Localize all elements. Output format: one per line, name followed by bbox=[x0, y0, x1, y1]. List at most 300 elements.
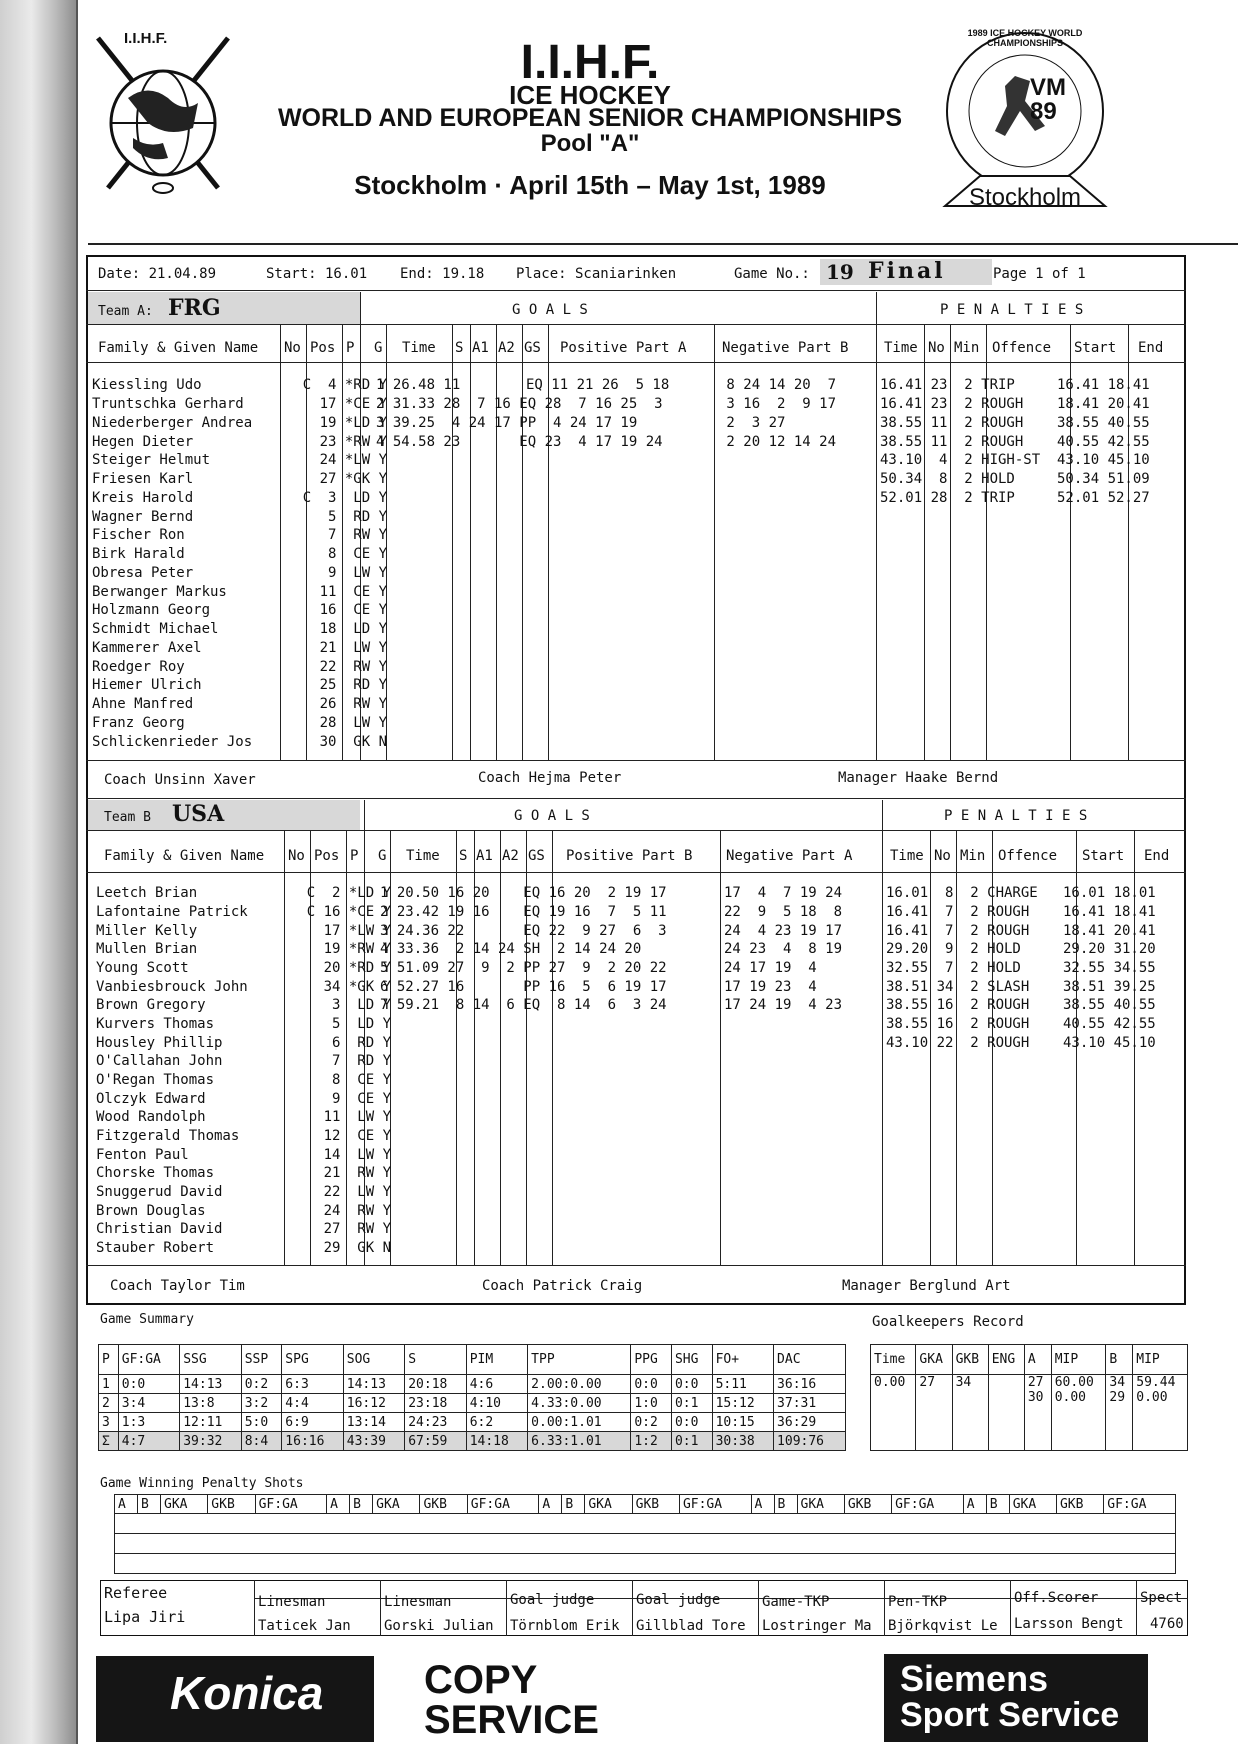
col-pen-no: No bbox=[928, 340, 945, 356]
official-name: Larsson Bengt bbox=[1014, 1616, 1124, 1632]
official-name: Törnblom Erik bbox=[510, 1618, 620, 1634]
konica-logo: Konica bbox=[170, 1667, 324, 1719]
col-end: End bbox=[1144, 848, 1170, 864]
player-row: Franz Georg 28 LW Y bbox=[92, 715, 388, 731]
shots-col: GKA bbox=[161, 1495, 208, 1514]
col-gs: GS bbox=[528, 848, 545, 864]
gk-col: B bbox=[1106, 1345, 1133, 1375]
player-row: Brown Douglas 24 RW Y bbox=[96, 1203, 392, 1219]
game-final: Final bbox=[868, 258, 946, 284]
summary-row bbox=[99, 1375, 846, 1394]
summary-cell: 39:32 bbox=[180, 1432, 241, 1451]
gk-cell: 27 bbox=[916, 1375, 952, 1451]
summary-cell: 16:16 bbox=[282, 1432, 343, 1451]
rule bbox=[86, 362, 1186, 363]
player-row: Schlickenrieder Jos 30 GK N bbox=[92, 734, 388, 750]
summary-cell: 4:10 bbox=[466, 1394, 527, 1413]
official-name: Gorski Julian bbox=[384, 1618, 494, 1634]
team-b-name: USA bbox=[172, 801, 225, 827]
col-negative-part-a: Negative Part A bbox=[726, 848, 853, 864]
header-rule bbox=[88, 243, 1238, 245]
negative-row: 24 17 19 4 bbox=[724, 960, 817, 976]
game-date: Date: 21.04.89 bbox=[98, 266, 217, 282]
game-place: Place: Scaniarinken bbox=[516, 266, 677, 282]
game-no: 19 bbox=[826, 260, 854, 284]
header-line-2: WORLD AND EUROPEAN SENIOR CHAMPIONSHIPS bbox=[277, 104, 903, 132]
penalty-row: 38.55 11 2 ROUGH 40.55 42.55 bbox=[880, 434, 1150, 450]
summary-cell: 4.33:0.00 bbox=[528, 1394, 631, 1413]
player-row: Fitzgerald Thomas 12 CE Y bbox=[96, 1128, 392, 1144]
summary-cell: Σ bbox=[99, 1432, 119, 1451]
header-line-3: Pool "A" bbox=[540, 130, 640, 157]
header-line-4: Stockholm · April 15th – May 1st, 1989 bbox=[354, 170, 826, 200]
penalty-row: 32.55 7 2 HOLD 32.55 34.55 bbox=[886, 960, 1156, 976]
summary-col-ssp: SSP bbox=[241, 1345, 282, 1375]
shots-col: GF:GA bbox=[892, 1495, 964, 1514]
gk-cell: 27 30 bbox=[1024, 1375, 1051, 1451]
shots-col: GF:GA bbox=[679, 1495, 751, 1514]
game-summary-table bbox=[98, 1344, 846, 1451]
penalty-row: 52.01 28 2 TRIP 52.01 52.27 bbox=[880, 490, 1150, 506]
grid-line bbox=[720, 830, 721, 1265]
page-title: I.I.H.F. bbox=[520, 36, 660, 89]
col-a1: A1 bbox=[476, 848, 493, 864]
player-row: Wood Randolph 11 LW Y bbox=[96, 1109, 392, 1125]
rule bbox=[86, 872, 1186, 873]
shots-col: GKB bbox=[1056, 1495, 1103, 1514]
team-b-label: Team B bbox=[104, 810, 151, 825]
negative-row: 17 19 23 4 bbox=[724, 979, 817, 995]
shots-col: GKB bbox=[632, 1495, 679, 1514]
goal-row: 3 24.36 22 EQ 22 9 27 6 3 bbox=[380, 923, 667, 939]
sport-service-text: Sport Service bbox=[900, 1696, 1120, 1734]
gk-header-row bbox=[871, 1345, 1188, 1375]
summary-cell: 14:13 bbox=[343, 1375, 404, 1394]
negative-row: 22 9 5 18 8 bbox=[724, 904, 843, 920]
col-g: G bbox=[378, 848, 387, 864]
summary-cell: 36:29 bbox=[774, 1413, 846, 1432]
player-row: Hegen Dieter 23 *RW Y bbox=[92, 434, 388, 450]
team-b-coach: Coach Taylor Tim bbox=[110, 1278, 245, 1294]
col-s: S bbox=[459, 848, 468, 864]
summary-cell: 0:2 bbox=[241, 1375, 282, 1394]
col-g: G bbox=[374, 340, 383, 356]
official-label: Pen-TKP bbox=[888, 1594, 948, 1610]
col-pen-time: Time bbox=[890, 848, 924, 864]
player-row: Christian David 27 RW Y bbox=[96, 1221, 392, 1237]
negative-row: 17 24 19 4 23 bbox=[724, 997, 843, 1013]
player-row: Kreis Harold C 3 LD Y bbox=[92, 490, 388, 506]
col-positive-part-b: Positive Part B bbox=[566, 848, 693, 864]
col-s: S bbox=[455, 340, 464, 356]
official-name: Gillblad Tore bbox=[636, 1618, 746, 1634]
player-row: Kurvers Thomas 5 LD Y bbox=[96, 1016, 392, 1032]
gk-cell: 34 29 bbox=[1106, 1375, 1133, 1451]
player-row: Steiger Helmut 24 *LW Y bbox=[92, 452, 388, 468]
player-row: O'Regan Thomas 8 CE Y bbox=[96, 1072, 392, 1088]
summary-cell: 36:16 bbox=[774, 1375, 846, 1394]
penalty-shots-table bbox=[114, 1494, 1176, 1574]
goal-row: 6 52.27 16 PP 16 5 6 19 17 bbox=[380, 979, 667, 995]
summary-cell: 2 bbox=[99, 1394, 119, 1413]
grid-line bbox=[882, 800, 883, 1265]
player-row: Hiemer Ulrich 25 RD Y bbox=[92, 677, 388, 693]
shots-col: GF:GA bbox=[467, 1495, 539, 1514]
service-text: SERVICE bbox=[424, 1698, 599, 1742]
negative-row: 2 20 12 14 24 bbox=[718, 434, 837, 450]
summary-cell: 24:23 bbox=[405, 1413, 466, 1432]
shots-col: GKA bbox=[1009, 1495, 1056, 1514]
player-row: O'Callahan John 7 RD Y bbox=[96, 1053, 392, 1069]
summary-cell: 8:4 bbox=[241, 1432, 282, 1451]
rule bbox=[86, 1265, 1186, 1266]
goal-row: 2 23.42 19 16 EQ 19 16 7 5 11 bbox=[380, 904, 667, 920]
player-row: Holzmann Georg 16 CE Y bbox=[92, 602, 388, 618]
player-row: Mullen Brian 19 *RW Y bbox=[96, 941, 392, 957]
badge-mark: VM 89 bbox=[1030, 74, 1066, 125]
team-b-manager: Manager Berglund Art bbox=[842, 1278, 1011, 1294]
player-row: Niederberger Andrea 19 *LD Y bbox=[92, 415, 388, 431]
rule bbox=[86, 290, 1186, 291]
summary-col-ssg: SSG bbox=[180, 1345, 241, 1375]
player-row: Fischer Ron 7 RW Y bbox=[92, 527, 388, 543]
col-family: Family & Given Name bbox=[98, 340, 259, 356]
penalty-row: 38.55 16 2 ROUGH 40.55 42.55 bbox=[886, 1016, 1156, 1032]
summary-cell: 1:3 bbox=[118, 1413, 179, 1432]
official-name: 4760 bbox=[1150, 1616, 1184, 1632]
shots-empty-row bbox=[115, 1514, 1176, 1534]
summary-cell: 0.00:1.01 bbox=[528, 1413, 631, 1432]
summary-cell: 3 bbox=[99, 1413, 119, 1432]
gk-cell: 34 bbox=[952, 1375, 988, 1451]
negative-row: 24 23 4 8 19 bbox=[724, 941, 843, 957]
badge-ring-text: 1989 ICE HOCKEY WORLD CHAMPIONSHIPS bbox=[967, 28, 1083, 48]
col-negative-part-b: Negative Part B bbox=[722, 340, 849, 356]
referee-name: Lipa Jiri bbox=[104, 1608, 186, 1626]
summary-cell: 0:1 bbox=[671, 1432, 712, 1451]
gk-col: MIP bbox=[1051, 1345, 1106, 1375]
shots-col: GKA bbox=[373, 1495, 420, 1514]
summary-col-p: P bbox=[99, 1345, 119, 1375]
shots-col: GKA bbox=[585, 1495, 632, 1514]
player-row: Ahne Manfred 26 RW Y bbox=[92, 696, 388, 712]
grid-line bbox=[470, 324, 471, 760]
gk-cell: 59.44 0.00 bbox=[1133, 1375, 1188, 1451]
goal-row: 4 33.36 2 14 24 SH 2 14 24 20 bbox=[380, 941, 642, 957]
siemens-logo: Siemens bbox=[900, 1658, 1049, 1699]
copy-text: COPY bbox=[424, 1658, 538, 1702]
player-row: Wagner Bernd 5 RD Y bbox=[92, 509, 388, 525]
penalty-row: 29.20 9 2 HOLD 29.20 31.20 bbox=[886, 941, 1156, 957]
summary-cell: 0:0 bbox=[631, 1375, 672, 1394]
grid-line bbox=[714, 324, 715, 760]
summary-cell: 10:15 bbox=[712, 1413, 773, 1432]
summary-cell: 0:0 bbox=[671, 1375, 712, 1394]
grid-line bbox=[496, 324, 497, 760]
shots-empty-cell bbox=[115, 1534, 1176, 1554]
shots-header-row bbox=[115, 1495, 1176, 1514]
col-offence: Offence bbox=[992, 340, 1052, 356]
gk-col: MIP bbox=[1133, 1345, 1188, 1375]
summary-cell: 0:0 bbox=[671, 1413, 712, 1432]
summary-cell: 5:0 bbox=[241, 1413, 282, 1432]
summary-col-ppg: PPG bbox=[631, 1345, 672, 1375]
summary-cell: 3:4 bbox=[118, 1394, 179, 1413]
summary-cell: 1:0 bbox=[631, 1394, 672, 1413]
shots-empty-row bbox=[115, 1554, 1176, 1574]
player-row: Leetch Brian C 2 *LD Y bbox=[96, 885, 392, 901]
summary-cell: 0:1 bbox=[671, 1394, 712, 1413]
col-family: Family & Given Name bbox=[104, 848, 265, 864]
goals-header-b: G O A L S bbox=[514, 808, 590, 824]
col-pen-time: Time bbox=[884, 340, 918, 356]
col-a1: A1 bbox=[472, 340, 489, 356]
negative-row: 8 24 14 20 7 bbox=[718, 377, 837, 393]
referee-label: Referee bbox=[104, 1584, 168, 1602]
grid-line bbox=[522, 324, 523, 760]
penalties-header-b: P E N A L T I E S bbox=[944, 808, 1088, 824]
player-row: Birk Harald 8 CE Y bbox=[92, 546, 388, 562]
summary-col-shg: SHG bbox=[671, 1345, 712, 1375]
col-time: Time bbox=[406, 848, 440, 864]
summary-cell: 4:7 bbox=[118, 1432, 179, 1451]
goalkeepers-record-title: Goalkeepers Record bbox=[872, 1314, 1024, 1330]
goal-row: EQ 11 21 26 5 18 bbox=[526, 377, 670, 393]
negative-row: 17 4 7 19 24 bbox=[724, 885, 843, 901]
summary-header-row bbox=[99, 1345, 846, 1375]
goal-row: 5 51.09 27 9 2 PP 27 9 2 20 22 bbox=[380, 960, 667, 976]
summary-cell: 13:14 bbox=[343, 1413, 404, 1432]
summary-cell: 43:39 bbox=[343, 1432, 404, 1451]
shots-empty-cell bbox=[115, 1554, 1176, 1574]
official-label: Linesman bbox=[258, 1594, 326, 1610]
player-row: Housley Phillip 6 RD Y bbox=[96, 1035, 392, 1051]
penalties-header-a: P E N A L T I E S bbox=[940, 302, 1084, 318]
penalty-row: 43.10 22 2 ROUGH 43.10 45.10 bbox=[886, 1035, 1156, 1051]
summary-cell: 6:9 bbox=[282, 1413, 343, 1432]
shots-empty-row bbox=[115, 1534, 1176, 1554]
rule bbox=[86, 760, 1186, 761]
official-label: Game-TKP bbox=[762, 1594, 830, 1610]
summary-cell: 0:0 bbox=[118, 1375, 179, 1394]
rule bbox=[86, 830, 1186, 831]
player-row: Roedger Roy 22 RW Y bbox=[92, 659, 388, 675]
shots-col: A bbox=[115, 1495, 138, 1514]
binding-edge bbox=[76, 0, 78, 1744]
summary-cell: 37:31 bbox=[774, 1394, 846, 1413]
shots-col: B bbox=[986, 1495, 1009, 1514]
player-row: Kiessling Udo C 4 *RD Y bbox=[92, 377, 388, 393]
team-a-label: Team A: bbox=[98, 304, 153, 319]
goal-row: 2 31.33 28 7 16 EQ 28 7 16 25 3 bbox=[376, 396, 663, 412]
goalkeepers-record-table bbox=[870, 1344, 1188, 1451]
col-min: Min bbox=[960, 848, 986, 864]
penalty-row: 16.41 23 2 ROUGH 18.41 20.41 bbox=[880, 396, 1150, 412]
summary-cell: 0:2 bbox=[631, 1413, 672, 1432]
col-p: P bbox=[350, 848, 359, 864]
summary-cell: 67:59 bbox=[405, 1432, 466, 1451]
shots-col: A bbox=[963, 1495, 986, 1514]
player-row: Berwanger Markus 11 CE Y bbox=[92, 584, 388, 600]
badge-city: Stockholm bbox=[968, 184, 1082, 211]
col-start: Start bbox=[1082, 848, 1125, 864]
gk-col: ENG bbox=[988, 1345, 1024, 1375]
official-label: Goal judge bbox=[510, 1592, 595, 1608]
gk-cell bbox=[988, 1375, 1024, 1451]
col-no: No bbox=[284, 340, 301, 356]
player-row: Schmidt Michael 18 LD Y bbox=[92, 621, 388, 637]
team-a-manager: Manager Haake Bernd bbox=[838, 770, 999, 786]
logo-text: I.I.H.F. bbox=[124, 30, 168, 47]
summary-cell: 30:38 bbox=[712, 1432, 773, 1451]
gk-cell: 0.00 bbox=[871, 1375, 916, 1451]
team-b-coach-2: Coach Patrick Craig bbox=[482, 1278, 643, 1294]
shots-col: B bbox=[350, 1495, 373, 1514]
gk-cell: 60.00 0.00 bbox=[1051, 1375, 1106, 1451]
grid-line bbox=[884, 1580, 885, 1636]
summary-row bbox=[99, 1413, 846, 1432]
negative-row: 24 4 23 19 17 bbox=[724, 923, 843, 939]
player-row: Kammerer Axel 21 LW Y bbox=[92, 640, 388, 656]
goal-row: 7 59.21 8 14 6 EQ 8 14 6 3 24 bbox=[380, 997, 667, 1013]
summary-cell: 15:12 bbox=[712, 1394, 773, 1413]
game-summary-title: Game Summary bbox=[100, 1312, 194, 1327]
summary-cell: 16:12 bbox=[343, 1394, 404, 1413]
player-row: Olczyk Edward 9 CE Y bbox=[96, 1091, 392, 1107]
player-row: Fenton Paul 14 LW Y bbox=[96, 1147, 392, 1163]
summary-col-dac: DAC bbox=[774, 1345, 846, 1375]
grid-line bbox=[380, 1580, 381, 1636]
summary-col-gfga: GF:GA bbox=[118, 1345, 179, 1375]
shots-col: B bbox=[774, 1495, 797, 1514]
goal-row: 4 54.58 23 EQ 23 4 17 19 24 bbox=[376, 434, 663, 450]
grid-line bbox=[1010, 1580, 1011, 1636]
penalty-row: 38.51 34 2 SLASH 38.51 39.25 bbox=[886, 979, 1156, 995]
col-no: No bbox=[288, 848, 305, 864]
official-name: Taticek Jan bbox=[258, 1618, 351, 1634]
game-no-label: Game No.: bbox=[734, 266, 810, 282]
gk-col: GKB bbox=[952, 1345, 988, 1375]
binding-spine bbox=[0, 0, 78, 1744]
col-p: P bbox=[346, 340, 355, 356]
rule bbox=[86, 798, 1186, 799]
shots-col: GKB bbox=[420, 1495, 467, 1514]
official-label: Linesman bbox=[384, 1594, 452, 1610]
summary-cell: 1 bbox=[99, 1375, 119, 1394]
summary-col-fo: FO+ bbox=[712, 1345, 773, 1375]
penalty-row: 38.55 11 2 ROUGH 38.55 40.55 bbox=[880, 415, 1150, 431]
summary-cell: 2.00:0.00 bbox=[528, 1375, 631, 1394]
negative-row: 3 16 2 9 17 bbox=[718, 396, 837, 412]
summary-row bbox=[99, 1394, 846, 1413]
summary-col-sog: SOG bbox=[343, 1345, 404, 1375]
player-row: Snuggerud David 22 LW Y bbox=[96, 1184, 392, 1200]
summary-cell: 23:18 bbox=[405, 1394, 466, 1413]
rule bbox=[86, 324, 1186, 325]
game-start: Start: 16.01 bbox=[266, 266, 368, 282]
summary-cell: 3:2 bbox=[241, 1394, 282, 1413]
col-time: Time bbox=[402, 340, 436, 356]
penalty-row: 38.55 16 2 ROUGH 38.55 40.55 bbox=[886, 997, 1156, 1013]
player-row: Truntschka Gerhard 17 *CE Y bbox=[92, 396, 388, 412]
summary-cell: 12:11 bbox=[180, 1413, 241, 1432]
shots-col: B bbox=[138, 1495, 161, 1514]
col-offence: Offence bbox=[998, 848, 1058, 864]
grid-line bbox=[254, 1580, 255, 1636]
player-row: Brown Gregory 3 LD Y bbox=[96, 997, 392, 1013]
col-gs: GS bbox=[524, 340, 541, 356]
penalty-row: 16.01 8 2 CHARGE 16.01 18.01 bbox=[886, 885, 1156, 901]
summary-col-tpp: TPP bbox=[528, 1345, 631, 1375]
summary-cell: 1:2 bbox=[631, 1432, 672, 1451]
goals-header-a: G O A L S bbox=[512, 302, 588, 318]
player-row: Miller Kelly 17 *LW Y bbox=[96, 923, 392, 939]
page-counter: Page 1 of 1 bbox=[993, 266, 1086, 282]
shots-col: GKA bbox=[797, 1495, 844, 1514]
summary-cell: 4:6 bbox=[466, 1375, 527, 1394]
col-a2: A2 bbox=[498, 340, 515, 356]
col-start: Start bbox=[1074, 340, 1117, 356]
official-name: Björkqvist Le bbox=[888, 1618, 998, 1634]
penalty-row: 43.10 4 2 HIGH-ST 43.10 45.10 bbox=[880, 452, 1150, 468]
summary-col-s: S bbox=[405, 1345, 466, 1375]
col-end: End bbox=[1138, 340, 1164, 356]
summary-col-spg: SPG bbox=[282, 1345, 343, 1375]
player-row: Young Scott 20 *RD Y bbox=[96, 960, 392, 976]
shots-col: B bbox=[562, 1495, 585, 1514]
game-end: End: 19.18 bbox=[400, 266, 485, 282]
summary-cell: 6:2 bbox=[466, 1413, 527, 1432]
header-line-1: ICE HOCKEY bbox=[509, 80, 671, 110]
grid-line bbox=[758, 1580, 759, 1636]
official-name: Lostringer Ma bbox=[762, 1618, 872, 1634]
shots-col: GKB bbox=[208, 1495, 255, 1514]
grid-line bbox=[1136, 1580, 1137, 1636]
player-row: Friesen Karl 27 *GK Y bbox=[92, 471, 388, 487]
team-a-coach: Coach Unsinn Xaver bbox=[104, 772, 256, 788]
summary-col-pim: PIM bbox=[466, 1345, 527, 1375]
col-min: Min bbox=[954, 340, 980, 356]
championship-badge bbox=[920, 26, 1130, 216]
team-a-name: FRG bbox=[168, 295, 221, 321]
grid-line bbox=[506, 1580, 507, 1636]
grid-line bbox=[876, 292, 877, 760]
col-positive-part-a: Positive Part A bbox=[560, 340, 687, 356]
col-pos: Pos bbox=[314, 848, 340, 864]
summary-cell: 20:18 bbox=[405, 1375, 466, 1394]
summary-cell: 5:11 bbox=[712, 1375, 773, 1394]
player-row: Chorske Thomas 21 RW Y bbox=[96, 1165, 392, 1181]
goal-row: 1 26.48 11 bbox=[376, 377, 461, 393]
penalty-row: 16.41 7 2 ROUGH 18.41 20.41 bbox=[886, 923, 1156, 939]
goal-row: 1 20.50 16 20 EQ 16 20 2 19 17 bbox=[380, 885, 667, 901]
goal-row: 3 39.25 4 24 17 PP 4 24 17 19 bbox=[376, 415, 638, 431]
player-row: Stauber Robert 29 GK N bbox=[96, 1240, 392, 1256]
summary-cell: 13:8 bbox=[180, 1394, 241, 1413]
official-label: Off.Scorer bbox=[1014, 1590, 1099, 1606]
summary-cell: 6.33:1.01 bbox=[528, 1432, 631, 1451]
summary-cell: 109:76 bbox=[774, 1432, 846, 1451]
summary-cell: 14:18 bbox=[466, 1432, 527, 1451]
summary-cell: 6:3 bbox=[282, 1375, 343, 1394]
summary-total-row bbox=[99, 1432, 846, 1451]
summary-cell: 14:13 bbox=[180, 1375, 241, 1394]
grid-line bbox=[632, 1580, 633, 1636]
official-label: Goal judge bbox=[636, 1592, 721, 1608]
player-row: Vanbiesbrouck John 34 *GK Y bbox=[96, 979, 392, 995]
shots-col: A bbox=[751, 1495, 774, 1514]
col-pos: Pos bbox=[310, 340, 336, 356]
